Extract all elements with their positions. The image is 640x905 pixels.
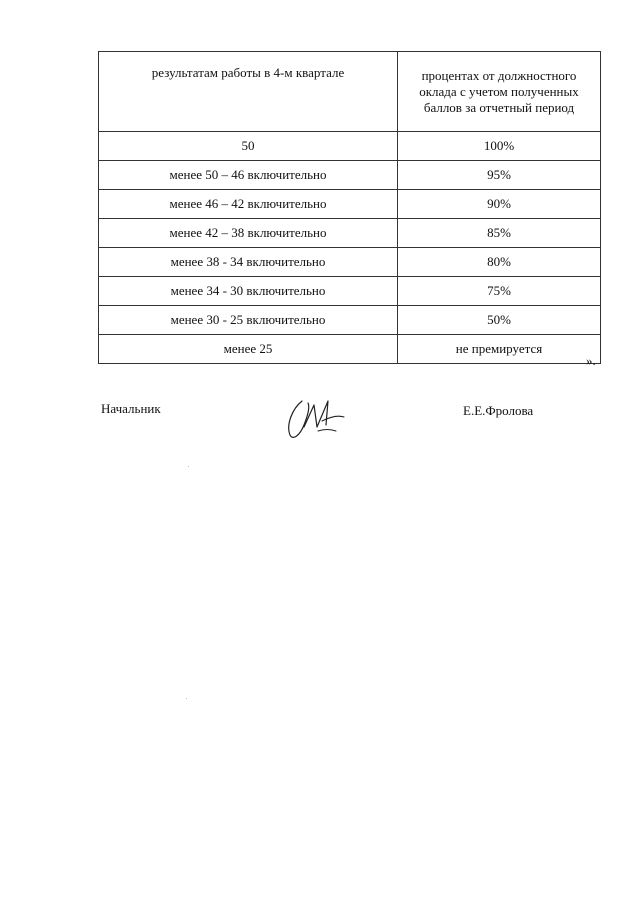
- table-row: [99, 161, 601, 190]
- table-row: [99, 248, 601, 277]
- score-cell: менее 42 – 38 включительно: [99, 219, 398, 248]
- table-row: [99, 335, 601, 364]
- header-cell-results: результатам работы в 4-м квартале: [99, 52, 398, 132]
- score-cell: 50: [99, 132, 398, 161]
- table-row: [99, 132, 601, 161]
- closing-quote-mark: ».: [586, 353, 596, 368]
- signer-name: Е.Е.Фролова: [463, 403, 534, 418]
- percent-cell: 100%: [398, 132, 601, 161]
- table-row: [99, 277, 601, 306]
- percent-cell: 80%: [398, 248, 601, 277]
- scan-speck: [186, 698, 187, 699]
- percent-cell: 75%: [398, 277, 601, 306]
- percent-cell: не премируется: [398, 335, 601, 364]
- score-cell: менее 46 – 42 включительно: [99, 190, 398, 219]
- percent-cell: 50%: [398, 306, 601, 335]
- score-cell: менее 38 - 34 включительно: [99, 248, 398, 277]
- signer-role: Начальник: [101, 401, 161, 416]
- header-cell-percent: процентах от должностного оклада с учетом полученных баллов за отчетный период: [398, 52, 601, 132]
- table-row: [99, 306, 601, 335]
- table-row: [99, 219, 601, 248]
- percent-cell: 85%: [398, 219, 601, 248]
- percent-cell: 90%: [398, 190, 601, 219]
- score-cell: менее 30 - 25 включительно: [99, 306, 398, 335]
- bonus-table: [98, 51, 601, 364]
- table-header-row: [99, 52, 601, 132]
- handwritten-signature: [284, 395, 348, 445]
- score-cell: менее 50 – 46 включительно: [99, 161, 398, 190]
- score-cell: менее 25: [99, 335, 398, 364]
- percent-cell: 95%: [398, 161, 601, 190]
- score-cell: менее 34 - 30 включительно: [99, 277, 398, 306]
- scan-speck: [188, 466, 189, 467]
- table-row: [99, 190, 601, 219]
